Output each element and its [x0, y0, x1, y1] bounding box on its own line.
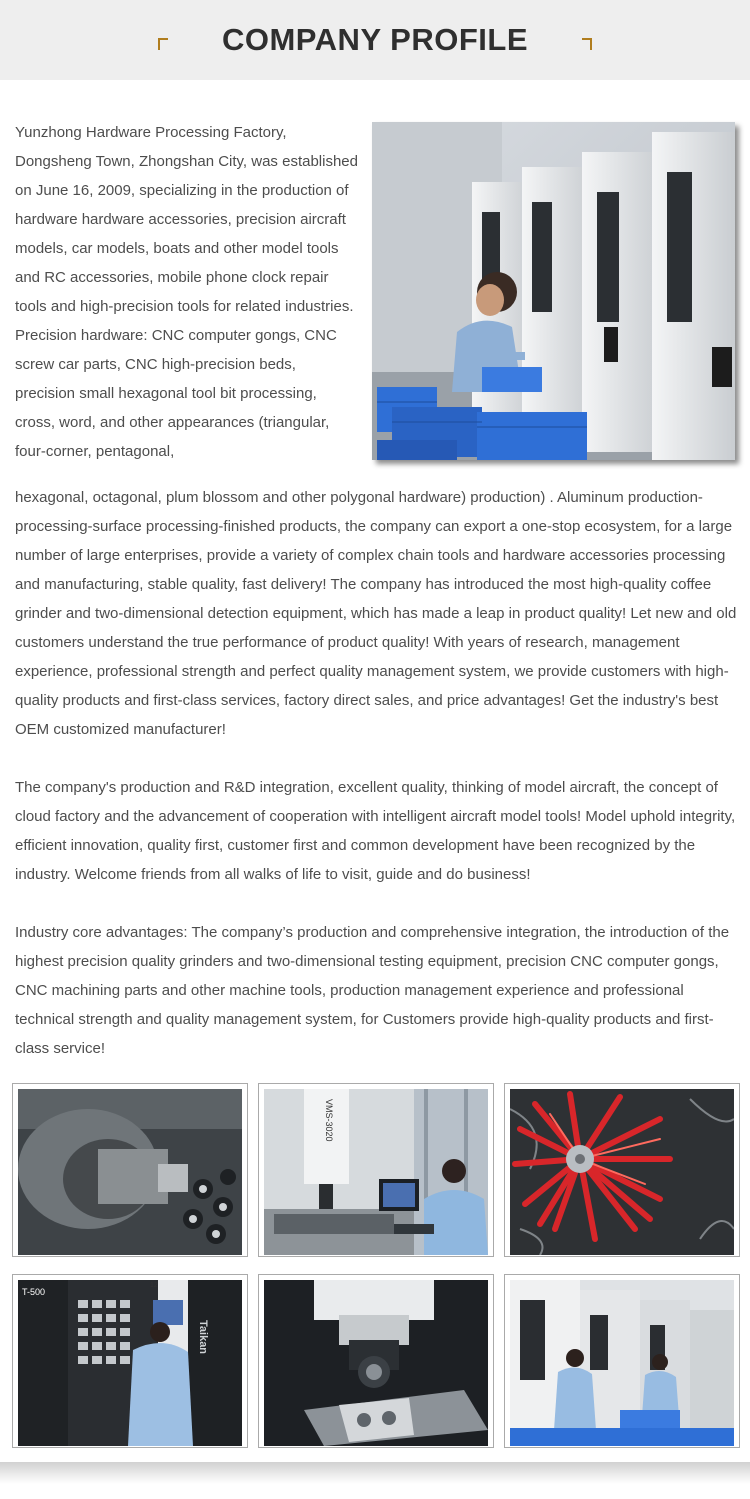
- machine-brand-label: Taikan: [197, 1320, 209, 1355]
- workshop-photo: [372, 122, 735, 460]
- bottom-shadow-divider: [0, 1462, 750, 1484]
- photo-measuring-probe: [258, 1274, 494, 1448]
- advantages-paragraph: Industry core advantages: The company’s production and comprehensive integration, the introduction of the highest precision quality grinders and two-dimensional testing equipment, precision CNC computer gongs, CNC machining parts and other machine tools, production management experience and professional technical strength and quality management system, for Customers provide high-quality products and first-class service!: [15, 924, 730, 1057]
- vms-model-label: VMS-3020: [324, 1099, 334, 1142]
- page-header: [0, 0, 750, 80]
- page-title: COMPANY PROFILE: [221, 22, 529, 57]
- photo-lathe-part: [12, 1083, 248, 1257]
- photo-cnc-row: [504, 1274, 740, 1448]
- photo-vms-measuring: [258, 1083, 494, 1257]
- machine-number-label: 12: [150, 1282, 158, 1289]
- rd-paragraph: The company's production and R&D integration, excellent quality, thinking of model aircraft, the concept of cloud factory and the advancement of cooperation with intelligent aircraft model tools! Model uphold integrity, efficient innovation, quality first, customer first and common development have been recognized by the industry. Welcome friends from all walks of life to visit, guide and do business!: [15, 779, 736, 883]
- intro-paragraph: Yunzhong Hardware Processing Factory, Dongsheng Town, Zhongshan City, was established on June 16, 2009, specializing in the production of hardware hardware accessories, precision aircraft models, car models, boats and other model tools and RC accessories, mobile phone clock repair tools and high-precision tools for related industries. Precision hardware: CNC computer gongs, CNC screw car parts, CNC high-precision beds, precision small hexagonal tool bit processing, cross, word, and other appearances (triangular, four-corner, pentagonal,: [15, 124, 358, 460]
- photo-machine-operator: [12, 1274, 248, 1448]
- right-corner-bracket: [582, 38, 592, 50]
- continued-paragraph: hexagonal, octagonal, plum blossom and other polygonal hardware) production) . Aluminum production-processing-surface processing-finished products, the company can export a one-stop ecosystem, for a large number of large enterprises, provide a variety of complex chain tools and hardware accessories processing and manufacturing, stable quality, fast delivery! The company has introduced the most high-quality coffee grinder and two-dimensional detection equipment, which has made a leap in product quality! Let new and old customers understand the true performance of product quality! With years of research, management experience, professional strength and perfect quality management system, we provide customers with high-quality products and first-class services, factory direct sales, and price advantages! Get the industry's best OEM customized manufacturer!: [15, 489, 737, 738]
- photo-red-tool-bits: [504, 1083, 740, 1257]
- machine-tag-label: T-500: [22, 1287, 46, 1297]
